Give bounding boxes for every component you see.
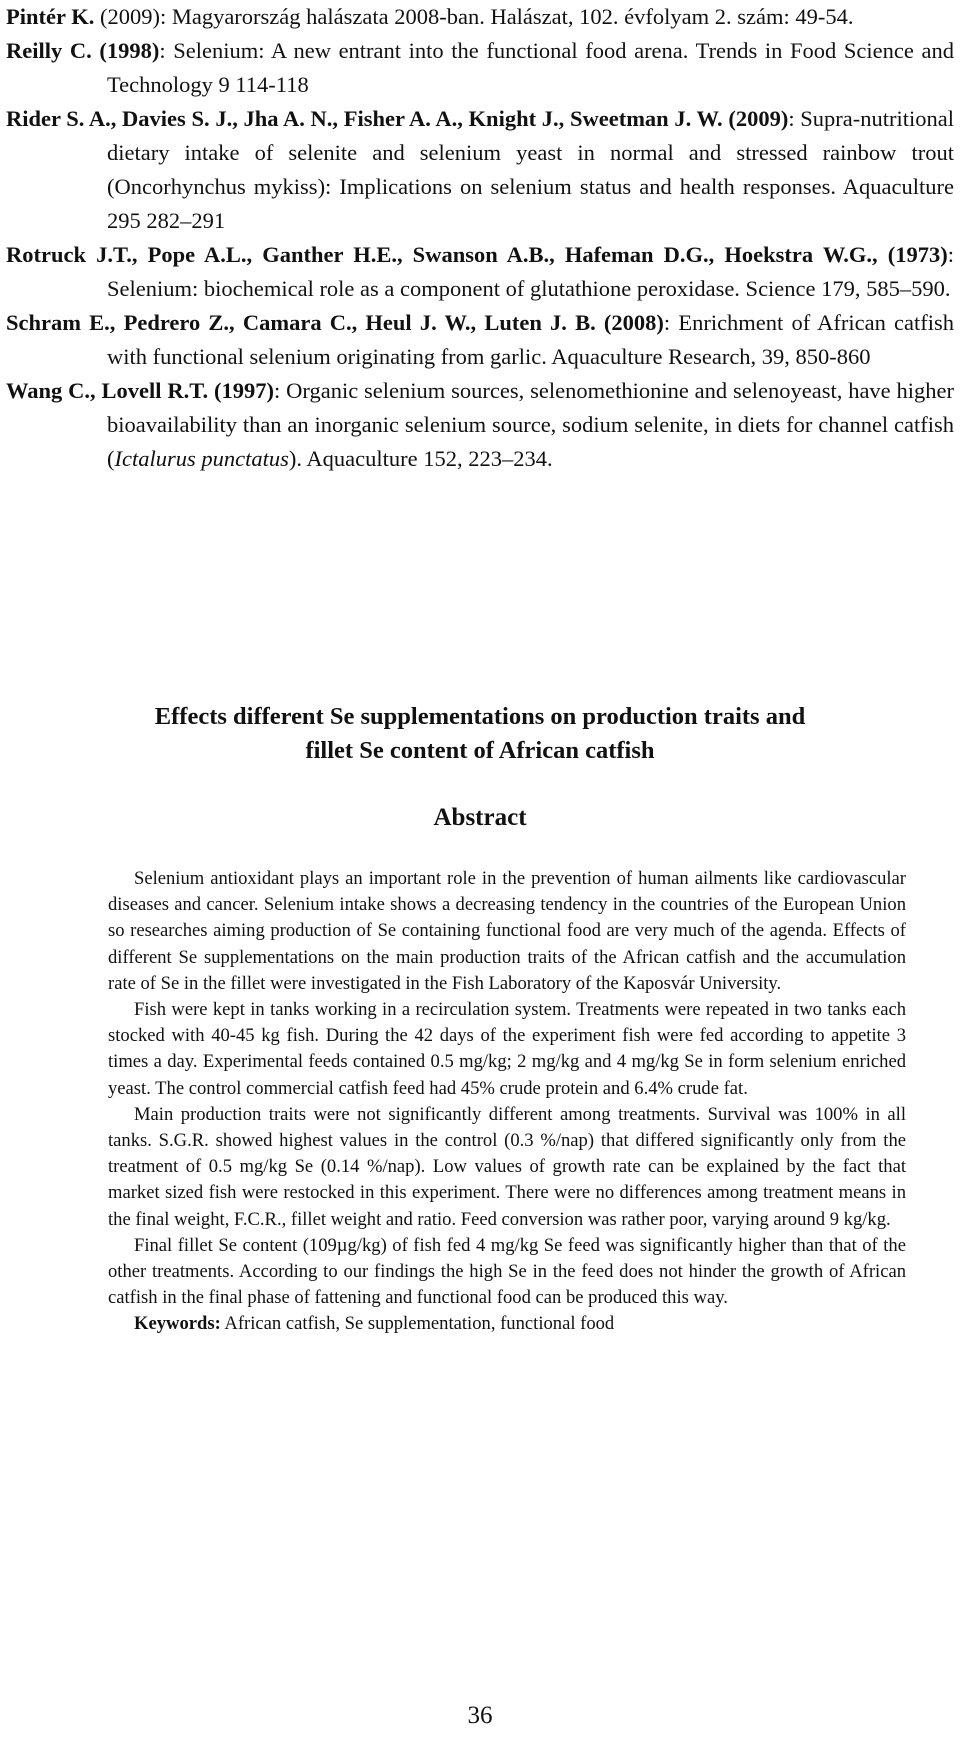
reference-item [6,306,954,374]
reference-authors: Pintér K. [6,4,95,29]
abstract-paragraph: Final fillet Se content (109µg/kg) of fish fed 4 mg/kg Se feed was significantly higher than that of the other treatments. According to our findings the high Se in the feed does not hinder the growth of African catfish in the final phase of fattening and functional food can be produced this way. [108,1234,906,1309]
reference-item [6,0,954,34]
reference-authors: Wang C., Lovell R.T. [6,378,209,403]
reference-item [6,102,954,238]
abstract-heading: Abstract [433,804,527,831]
reference-year: (2009) [99,4,160,29]
reference-text-end: ). Aquaculture 152, 223–234. [288,446,553,471]
reference-text: : Enrichment of African catfish with functional selenium originating from garlic. Aquaculture Research, 39, 850-860 [107,310,955,369]
abstract-paragraph: Fish were kept in tanks working in a recirculation system. Treatments were repeated in two tanks each stocked with 40-45 kg fish. During the 42 days of the experiment fish were fed according to appetite 3 times a day. Experimental feeds contained 0.5 mg/kg; 2 mg/kg and 4 mg/kg Se in form selenium enriched yeast. The control commercial catfish feed had 45% crude protein and 6.4% crude fat. [108,999,906,1099]
abstract-paragraph: Main production traits were not significantly different among treatments. Survival was 100% in all tanks. S.G.R. showed highest values in the control (0.3 %/nap) that differed significantly only from the treatment of 0.5 mg/kg Se (0.14 %/nap). Low values of growth rate can be explained by the fact that market sized fish were restocked in this experiment. There were no differences among treatment means in the final weight, F.C.R., fillet weight and ratio. Feed conversion was rather poor, varying around 9 kg/kg. [108,1103,906,1230]
paper-title-line-2: fillet Se content of African catfish [305,737,655,764]
keywords-label: Keywords: [134,1313,221,1335]
reference-list [6,0,954,476]
reference-text: : Magyarország halászata 2008-ban. Halászat, 102. évfolyam 2. szám: 49-54. [159,4,854,29]
reference-year: (2009) [728,106,789,131]
page-number: 36 [467,1702,493,1729]
reference-year: (1997) [214,378,275,403]
abstract-paragraph: Selenium antioxidant plays an important role in the prevention of human ailments like cardiovascular diseases and cancer. Selenium intake shows a decreasing tendency in the countries of the European Union so researches aiming production of Se containing functional food are very much of the agenda. Effects of different Se supplementations on the main production traits of the African catfish and the accumulation rate of Se in the fillet were investigated in the Fish Laboratory of the Kaposvár University. [108,868,906,994]
reference-year: (2008) [603,310,664,335]
reference-authors: Rider S. A., Davies S. J., Jha A. N., Fisher A. A., Knight J., Sweetman J. W. [6,106,723,131]
reference-authors: Schram E., Pedrero Z., Camara C., Heul J. W., Luten J. B. [6,310,596,335]
paper-title [100,700,860,768]
reference-text: : Organic selenium sources, selenomethionine and selenoyeast, have higher bioavailability than an inorganic selenium source, sodium selenite, in diets for channel catfish ( [107,378,954,471]
reference-year: (1998) [99,38,160,63]
reference-species: Ictalurus punctatus [114,446,289,471]
reference-text: : Selenium: biochemical role as a component of glutathione peroxidase. Science 179, 585–590. [107,242,955,301]
reference-item [6,238,954,306]
paper-title-line-1: Effects different Se supplementations on production traits and [154,703,806,730]
abstract-body [108,866,906,1338]
reference-authors: Rotruck J.T., Pope A.L., Ganther H.E., Swanson A.B., Hafeman D.G., Hoekstra W.G., [6,242,878,267]
reference-text: : Supra-nutritional dietary intake of selenite and selenium yeast in normal and stressed rainbow trout (Oncorhynchus mykiss): Implications on selenium status and health responses. Aquaculture 295 282–291 [107,106,954,233]
keywords-text: African catfish, Se supplementation, functional food [220,1313,615,1335]
keywords [108,1311,906,1337]
reference-year: (1973) [887,242,948,267]
reference-item [6,374,954,476]
reference-item [6,34,954,102]
reference-text: : Selenium: A new entrant into the functional food arena. Trends in Food Science and Technology 9 114-118 [107,38,954,97]
reference-authors: Reilly C. [6,38,92,63]
